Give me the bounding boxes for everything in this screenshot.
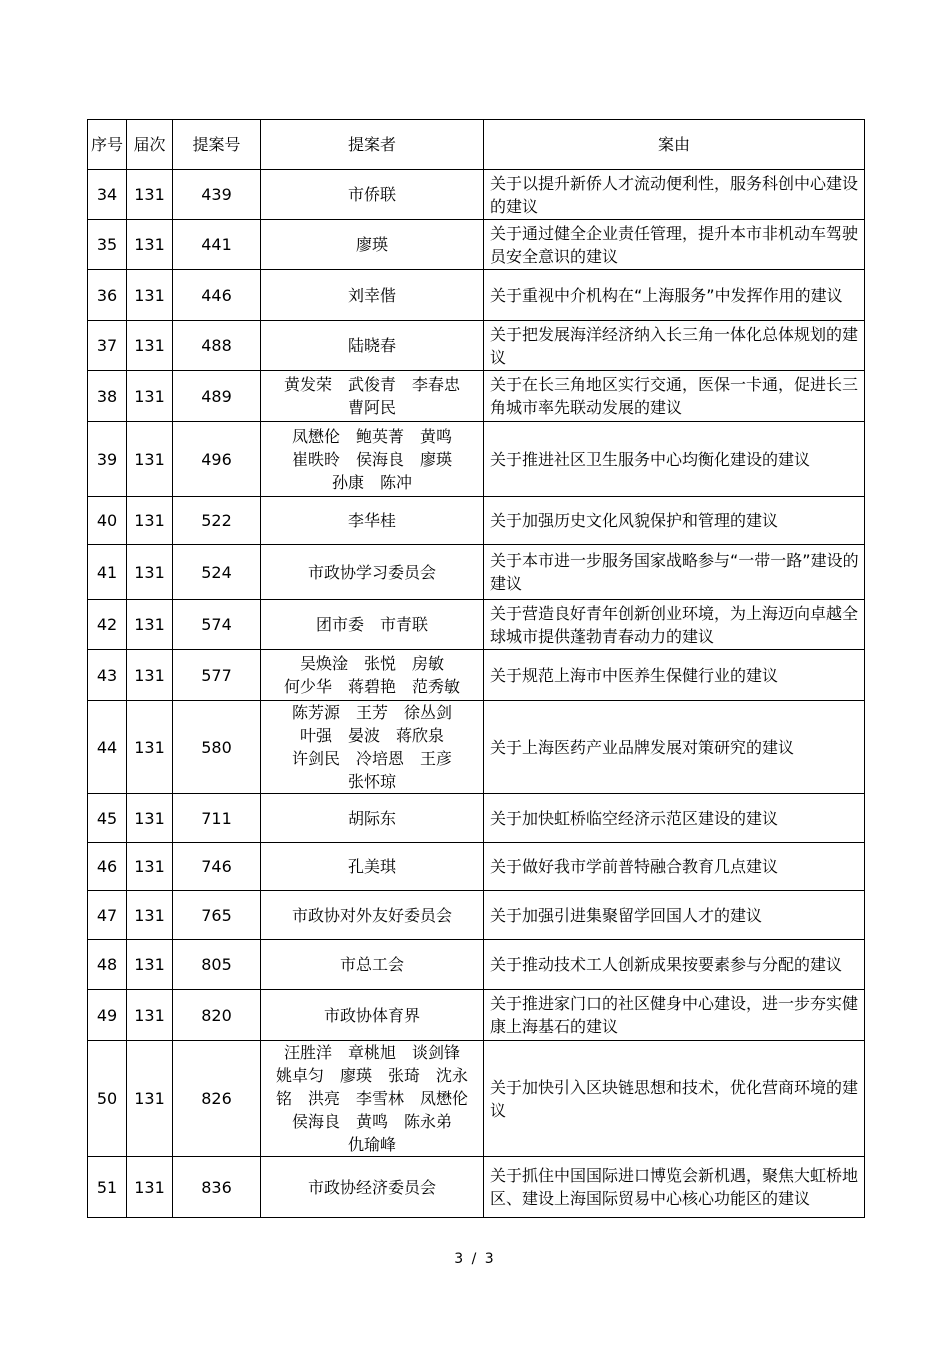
proposer-line: 黄发荣 武俊青 李春忠 (283, 375, 460, 394)
cell-session: 131 (127, 371, 173, 422)
proposer-line: 侯海良 黄鸣 陈永弟 (291, 1112, 452, 1131)
table-row (88, 497, 865, 545)
cell-no: 50 (88, 1041, 127, 1157)
cell-no: 45 (88, 794, 127, 843)
table-row (88, 220, 865, 270)
cell-proposal: 524 (173, 545, 261, 600)
table-row (88, 545, 865, 600)
cell-subject: 关于加快虹桥临空经济示范区建设的建议 (484, 794, 865, 843)
cell-proposers (261, 321, 484, 371)
cell-proposal: 496 (173, 422, 261, 497)
cell-proposers (261, 940, 484, 990)
cell-subject: 关于把发展海洋经济纳入长三角一体化总体规划的建议 (484, 321, 865, 371)
table-header-row (88, 120, 865, 170)
proposer-line: 市侨联 (347, 185, 396, 204)
cell-proposers (261, 1041, 484, 1157)
cell-subject: 关于重视中介机构在“上海服务”中发挥作用的建议 (484, 270, 865, 321)
cell-proposers (261, 270, 484, 321)
proposer-line: 张怀琼 (347, 772, 396, 791)
cell-no: 48 (88, 940, 127, 990)
cell-no: 37 (88, 321, 127, 371)
cell-proposers (261, 990, 484, 1041)
proposer-line: 市政协对外友好委员会 (291, 905, 452, 925)
proposer-line: 汪胜洋 章桃旭 谈剑锋 (283, 1043, 460, 1062)
cell-proposers (261, 545, 484, 600)
proposer-line: 廖瑛 (355, 235, 388, 254)
proposer-line: 仇瑜峰 (347, 1135, 396, 1154)
cell-session: 131 (127, 170, 173, 220)
proposer-line: 叶强 晏波 蒋欣泉 (299, 726, 444, 745)
cell-session: 131 (127, 1157, 173, 1218)
cell-no: 38 (88, 371, 127, 422)
proposer-line: 陆晓春 (347, 336, 396, 355)
cell-subject: 关于推动技术工人创新成果按要素参与分配的建议 (484, 940, 865, 990)
cell-subject: 关于加强历史文化风貌保护和管理的建议 (484, 497, 865, 545)
table-body (88, 170, 865, 1218)
cell-subject: 关于上海医药产业品牌发展对策研究的建议 (484, 701, 865, 794)
proposer-line: 李华桂 (347, 511, 396, 530)
proposer-line: 崔昳昤 侯海良 廖瑛 (291, 449, 452, 469)
cell-subject: 关于做好我市学前普特融合教育几点建议 (484, 843, 865, 891)
cell-proposal: 446 (173, 270, 261, 321)
table-row (88, 650, 865, 701)
cell-session: 131 (127, 794, 173, 843)
cell-session: 131 (127, 422, 173, 497)
cell-session: 131 (127, 220, 173, 270)
cell-session: 131 (127, 891, 173, 940)
header-subject: 案由 (484, 120, 865, 170)
proposer-line: 孔美琪 (347, 857, 396, 876)
cell-subject: 关于以提升新侨人才流动便利性，服务科创中心建设的建议 (484, 170, 865, 220)
cell-proposers (261, 220, 484, 270)
cell-proposal: 765 (173, 891, 261, 940)
proposer-line: 许剑民 冷培恩 王彦 (291, 749, 452, 768)
cell-subject: 关于抓住中国国际进口博览会新机遇，聚焦大虹桥地区、建设上海国际贸易中心核心功能区的建议 (484, 1157, 865, 1218)
cell-no: 36 (88, 270, 127, 321)
cell-subject: 关于推进社区卫生服务中心均衡化建设的建议 (484, 422, 865, 497)
cell-proposal: 746 (173, 843, 261, 891)
cell-proposers (261, 371, 484, 422)
cell-no: 35 (88, 220, 127, 270)
table-row (88, 600, 865, 650)
cell-proposers (261, 891, 484, 940)
header-session: 届次 (127, 120, 173, 170)
cell-no: 40 (88, 497, 127, 545)
cell-session: 131 (127, 701, 173, 794)
table-row (88, 1041, 865, 1157)
cell-session: 131 (127, 545, 173, 600)
proposer-line: 刘幸偕 (347, 285, 396, 305)
table-row (88, 843, 865, 891)
page-number: 3 / 3 (454, 1251, 496, 1267)
cell-proposal: 577 (173, 650, 261, 701)
cell-proposal: 826 (173, 1041, 261, 1157)
table-row (88, 270, 865, 321)
proposer-line: 姚卓匀 廖瑛 张琦 沈永 (275, 1066, 468, 1085)
cell-no: 51 (88, 1157, 127, 1218)
proposer-line: 凤懋伦 鲍英菁 黄鸣 (291, 426, 452, 446)
proposer-line: 胡际东 (347, 808, 396, 828)
cell-proposers (261, 650, 484, 701)
table-row (88, 170, 865, 220)
cell-no: 47 (88, 891, 127, 940)
proposer-line: 铭 洪亮 李雪林 凤懋伦 (275, 1089, 468, 1108)
table-row (88, 940, 865, 990)
header-no: 序号 (88, 120, 127, 170)
proposer-line: 团市委 市青联 (315, 615, 428, 634)
table-row (88, 794, 865, 843)
cell-session: 131 (127, 843, 173, 891)
header-proposal: 提案号 (173, 120, 261, 170)
header-proposers: 提案者 (261, 120, 484, 170)
table-row (88, 371, 865, 422)
proposer-line: 何少华 蒋碧艳 范秀敏 (283, 677, 460, 696)
cell-subject: 关于本市进一步服务国家战略参与“一带一路”建设的建议 (484, 545, 865, 600)
cell-proposers (261, 170, 484, 220)
cell-proposers (261, 701, 484, 794)
cell-proposers (261, 1157, 484, 1218)
cell-session: 131 (127, 650, 173, 701)
table-row (88, 1157, 865, 1218)
cell-proposers (261, 794, 484, 843)
cell-subject: 关于加强引进集聚留学回国人才的建议 (484, 891, 865, 940)
cell-session: 131 (127, 270, 173, 321)
table-row (88, 701, 865, 794)
table-row (88, 891, 865, 940)
table-row (88, 321, 865, 371)
cell-no: 44 (88, 701, 127, 794)
proposer-line: 吴焕淦 张悦 房敏 (299, 654, 444, 673)
cell-no: 39 (88, 422, 127, 497)
cell-subject: 关于在长三角地区实行交通，医保一卡通，促进长三角城市率先联动发展的建议 (484, 371, 865, 422)
cell-no: 46 (88, 843, 127, 891)
cell-session: 131 (127, 600, 173, 650)
cell-proposal: 711 (173, 794, 261, 843)
cell-proposers (261, 497, 484, 545)
cell-session: 131 (127, 497, 173, 545)
proposal-table (87, 119, 865, 1218)
proposer-line: 市总工会 (339, 955, 404, 974)
cell-subject: 关于加快引入区块链思想和技术，优化营商环境的建议 (484, 1041, 865, 1157)
proposer-line: 市政协经济委员会 (307, 1177, 436, 1197)
cell-proposal: 522 (173, 497, 261, 545)
cell-subject: 关于通过健全企业责任管理，提升本市非机动车驾驶员安全意识的建议 (484, 220, 865, 270)
table-row (88, 422, 865, 497)
proposer-line: 市政协体育界 (323, 1005, 420, 1025)
cell-no: 41 (88, 545, 127, 600)
cell-no: 42 (88, 600, 127, 650)
cell-session: 131 (127, 321, 173, 371)
cell-proposers (261, 422, 484, 497)
cell-session: 131 (127, 990, 173, 1041)
cell-proposal: 836 (173, 1157, 261, 1218)
cell-proposers (261, 600, 484, 650)
cell-proposal: 441 (173, 220, 261, 270)
cell-subject: 关于规范上海市中医养生保健行业的建议 (484, 650, 865, 701)
cell-no: 34 (88, 170, 127, 220)
cell-proposers (261, 843, 484, 891)
cell-proposal: 489 (173, 371, 261, 422)
cell-no: 49 (88, 990, 127, 1041)
cell-subject: 关于营造良好青年创新创业环境，为上海迈向卓越全球城市提供蓬勃青春动力的建议 (484, 600, 865, 650)
cell-subject: 关于推进家门口的社区健身中心建设，进一步夯实健康上海基石的建议 (484, 990, 865, 1041)
cell-proposal: 820 (173, 990, 261, 1041)
table-row (88, 990, 865, 1041)
cell-proposal: 574 (173, 600, 261, 650)
cell-session: 131 (127, 940, 173, 990)
cell-proposal: 439 (173, 170, 261, 220)
cell-session: 131 (127, 1041, 173, 1157)
proposer-line: 陈芳源 王芳 徐丛剑 (291, 703, 452, 722)
proposer-line: 孙康 陈冲 (331, 472, 412, 492)
proposer-line: 市政协学习委员会 (307, 562, 436, 582)
proposer-line: 曹阿民 (347, 398, 396, 417)
cell-proposal: 488 (173, 321, 261, 371)
cell-proposal: 580 (173, 701, 261, 794)
cell-proposal: 805 (173, 940, 261, 990)
cell-no: 43 (88, 650, 127, 701)
